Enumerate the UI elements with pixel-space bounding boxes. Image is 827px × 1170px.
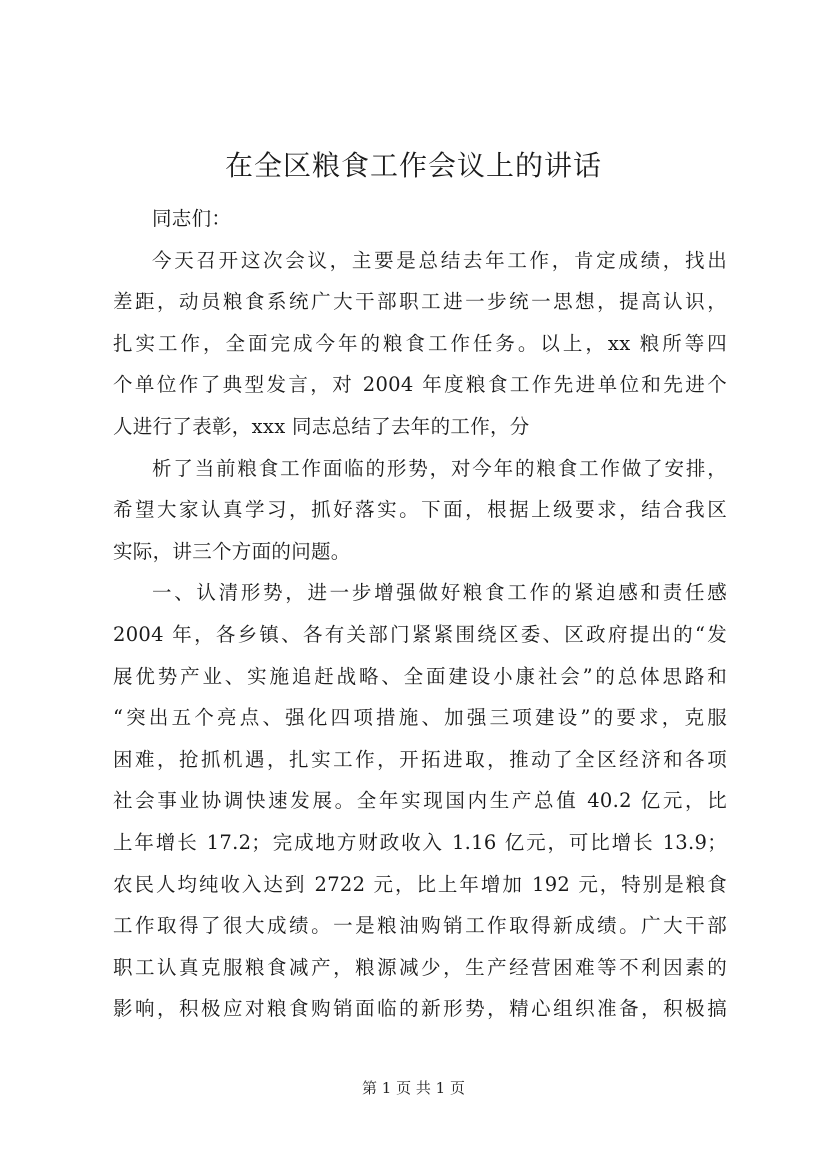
paragraph-line: “突出五个亮点、强化四项措施、加强三项建设”的要求，克服 xyxy=(113,706,727,730)
paragraph-line: 今天召开这次会议，主要是总结去年工作，肯定成绩，找出 xyxy=(152,248,727,272)
salutation-line: 同志们： xyxy=(152,207,232,230)
paragraph-line: 2004 年，各乡镇、各有关部门紧紧围绕区委、区政府提出的“发 xyxy=(113,622,727,646)
paragraph-line: 上年增长 17.2；完成地方财政收入 1.16 亿元，可比增长 13.9； xyxy=(113,830,727,854)
paragraph-line: 差距，动员粮食系统广大干部职工进一步统一思想，提高认识， xyxy=(113,290,727,314)
paragraph-line: 工作取得了很大成绩。一是粮油购销工作取得新成绩。广大干部 xyxy=(113,914,727,938)
document-body xyxy=(113,198,727,1030)
paragraph-line: 困难，抢抓机遇，扎实工作，开拓进取，推动了全区经济和各项 xyxy=(113,747,727,771)
paragraph-line: 实际，讲三个方面的问题。 xyxy=(113,539,351,563)
paragraph-line: 职工认真克服粮食减产，粮源减少，生产经营困难等不利因素的 xyxy=(113,955,727,979)
section-heading: 一、认清形势，进一步增强做好粮食工作的紧迫感和责任感 xyxy=(152,581,727,605)
paragraph-line: 社会事业协调快速发展。全年实现国内生产总值 40.2 亿元，比 xyxy=(113,789,727,813)
page-footer: 第 1 页 共 1 页 xyxy=(362,1079,465,1097)
paragraph-line: 个单位作了典型发言，对 2004 年度粮食工作先进单位和先进个 xyxy=(113,373,727,397)
paragraph-line: 人进行了表彰，xxx 同志总结了去年的工作，分 xyxy=(113,414,530,438)
paragraph-line: 希望大家认真学习，抓好落实。下面，根据上级要求，结合我区 xyxy=(113,498,727,522)
paragraph-line: 农民人均纯收入达到 2722 元，比上年增加 192 元，特别是粮食 xyxy=(113,872,727,896)
paragraph-line: 影响，积极应对粮食购销面临的新形势，精心组织准备，积极搞 xyxy=(113,997,727,1021)
paragraph-line: 扎实工作，全面完成今年的粮食工作任务。以上，xx 粮所等四 xyxy=(113,331,727,355)
paragraph-line: 展优势产业、实施追赶战略、全面建设小康社会”的总体思路和 xyxy=(113,664,727,688)
paragraph-line: 析了当前粮食工作面临的形势，对今年的粮食工作做了安排， xyxy=(152,456,727,480)
document-title: 在全区粮食工作会议上的讲话 xyxy=(224,149,602,182)
